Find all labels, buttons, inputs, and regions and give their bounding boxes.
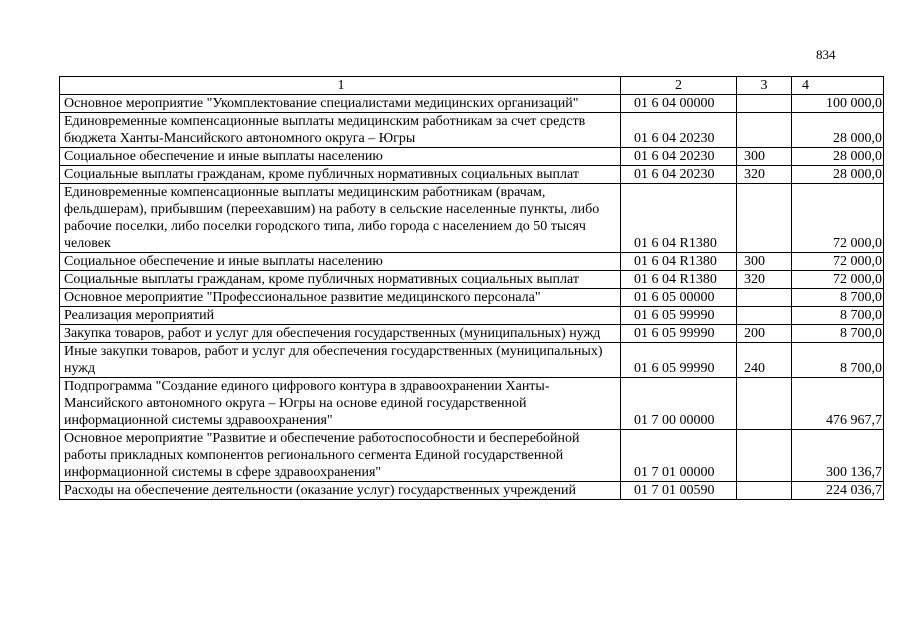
row-code: 01 6 04 00000 [621,95,737,113]
row-type [737,430,792,482]
header-cell-code: 2 [621,77,737,95]
row-code: 01 6 04 R1380 [621,184,737,253]
row-name: Социальное обеспечение и иные выплаты населению [60,148,621,166]
table-row [60,184,884,253]
table-row [60,378,884,430]
page-number: 834 [816,47,836,62]
row-amount: 72 000,0 [792,271,884,289]
table-row [60,482,884,500]
row-name: Основное мероприятие "Развитие и обеспечение работоспособности и бесперебойной работы прикладных компонентов регионального сегмента Единой государственной информационной системы в сфере здравоохранения" [60,430,621,482]
row-name: Иные закупки товаров, работ и услуг для обеспечения государственных (муниципальных) нужд [60,343,621,378]
row-amount: 224 036,7 [792,482,884,500]
table-row [60,166,884,184]
row-code: 01 6 04 R1380 [621,271,737,289]
row-code: 01 6 05 99990 [621,325,737,343]
row-name: Единовременные компенсационные выплаты медицинским работникам за счет средств бюджета Ханты-Мансийского автономного округа – Югры [60,113,621,148]
row-name: Социальные выплаты гражданам, кроме публичных нормативных социальных выплат [60,271,621,289]
table-row [60,325,884,343]
row-name: Основное мероприятие "Профессиональное развитие медицинского персонала" [60,289,621,307]
row-amount: 8 700,0 [792,343,884,378]
row-type: 240 [737,343,792,378]
row-name: Социальные выплаты гражданам, кроме публичных нормативных социальных выплат [60,166,621,184]
row-amount: 8 700,0 [792,325,884,343]
row-type: 300 [737,148,792,166]
row-name: Закупка товаров, работ и услуг для обеспечения государственных (муниципальных) нужд [60,325,621,343]
row-amount: 476 967,7 [792,378,884,430]
row-code: 01 6 04 20230 [621,113,737,148]
row-type [737,307,792,325]
budget-table [59,76,884,500]
table-row [60,289,884,307]
row-type [737,184,792,253]
row-code: 01 6 05 99990 [621,307,737,325]
table-row [60,113,884,148]
row-code: 01 7 00 00000 [621,378,737,430]
row-amount: 100 000,0 [792,95,884,113]
row-code: 01 7 01 00000 [621,430,737,482]
header-cell-name: 1 [60,77,621,95]
row-code: 01 6 04 20230 [621,148,737,166]
table-row [60,343,884,378]
row-name: Расходы на обеспечение деятельности (оказание услуг) государственных учреждений [60,482,621,500]
row-amount: 300 136,7 [792,430,884,482]
row-name: Основное мероприятие "Укомплектование специалистами медицинских организаций" [60,95,621,113]
table-row [60,271,884,289]
row-code: 01 6 04 R1380 [621,253,737,271]
table-row [60,148,884,166]
row-type [737,95,792,113]
row-type: 320 [737,166,792,184]
row-amount: 8 700,0 [792,307,884,325]
table-row [60,430,884,482]
row-amount: 8 700,0 [792,289,884,307]
row-code: 01 6 05 00000 [621,289,737,307]
row-amount: 28 000,0 [792,113,884,148]
header-cell-amount: 4 [792,77,884,95]
row-type: 320 [737,271,792,289]
row-amount: 72 000,0 [792,184,884,253]
row-type [737,378,792,430]
table-row [60,307,884,325]
row-type [737,482,792,500]
row-amount: 28 000,0 [792,148,884,166]
row-amount: 72 000,0 [792,253,884,271]
row-code: 01 6 05 99990 [621,343,737,378]
row-name: Реализация мероприятий [60,307,621,325]
row-type [737,289,792,307]
row-name: Подпрограмма "Создание единого цифрового контура в здравоохранении Ханты-Мансийского автономного округа – Югры на основе единой государственной информационной системы здравоохранения" [60,378,621,430]
row-code: 01 6 04 20230 [621,166,737,184]
table-row [60,95,884,113]
row-name: Социальное обеспечение и иные выплаты населению [60,253,621,271]
table-header-row [60,77,884,95]
row-type [737,113,792,148]
row-type: 200 [737,325,792,343]
row-amount: 28 000,0 [792,166,884,184]
row-name: Единовременные компенсационные выплаты медицинским работникам (врачам, фельдшерам), прибывшим (переехавшим) на работу в сельские населенные пункты, либо рабочие поселки, либо поселки городского типа, либо города с населением до 50 тысяч человек [60,184,621,253]
header-cell-type: 3 [737,77,792,95]
row-code: 01 7 01 00590 [621,482,737,500]
table-row [60,253,884,271]
row-type: 300 [737,253,792,271]
